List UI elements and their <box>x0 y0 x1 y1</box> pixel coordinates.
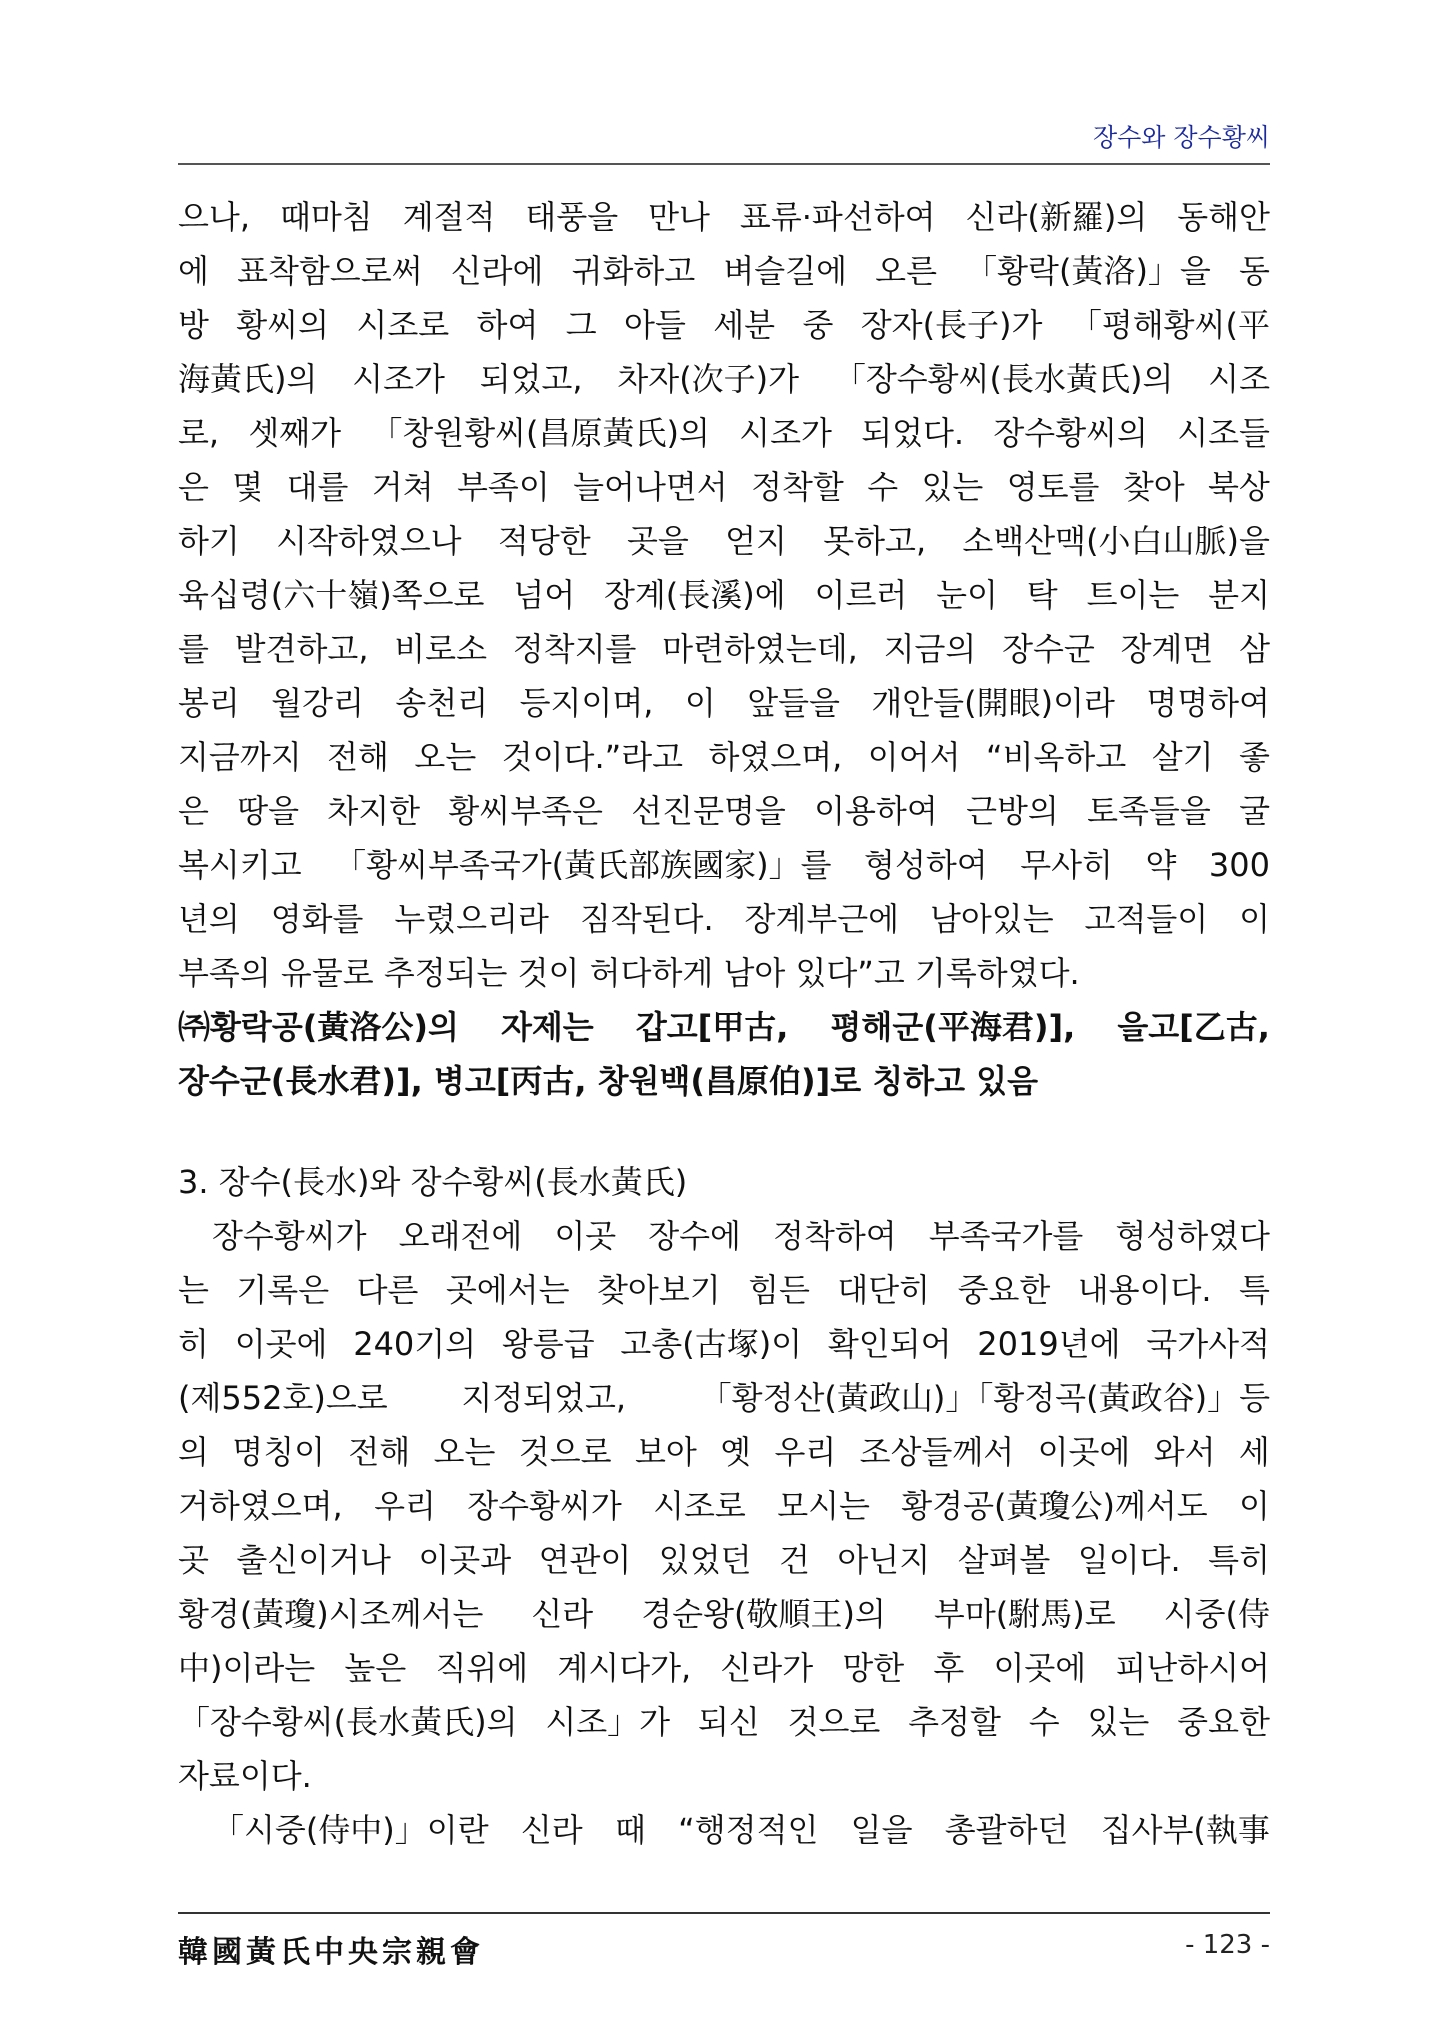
text-line: 거하였으며, 우리 장수황씨가 시조로 모시는 황경공(黃瓊公)께서도 이 <box>178 1487 1270 1525</box>
text-line: 은 몇 대를 거쳐 부족이 늘어나면서 정착할 수 있는 영토를 찾아 북상 <box>178 468 1270 506</box>
section-body <box>178 1209 1270 1857</box>
header-divider <box>178 163 1270 165</box>
text-line: 「시중(侍中)」이란 신라 때 “행정적인 일을 총괄하던 집사부(執事 <box>212 1811 1270 1849</box>
footer-divider <box>178 1912 1270 1914</box>
text-line: 자료이다. <box>178 1757 312 1795</box>
running-header-title: 장수와 장수황씨 <box>1093 123 1270 152</box>
text-line: 中)이라는 높은 직위에 계시다가, 신라가 망한 후 이곳에 피난하시어 <box>178 1649 1270 1687</box>
text-line: 육십령(六十嶺)쪽으로 넘어 장계(長溪)에 이르러 눈이 탁 트이는 분지 <box>178 576 1270 614</box>
text-line: 지금까지 전해 오는 것이다.”라고 하였으며, 이어서 “비옥하고 살기 좋 <box>178 738 1270 776</box>
paragraph-continuation <box>178 190 1270 1000</box>
text-line: 의 명칭이 전해 오는 것으로 보아 옛 우리 조상들께서 이곳에 와서 세 <box>178 1433 1270 1471</box>
text-line: 는 기록은 다른 곳에서는 찾아보기 힘든 대단히 중요한 내용이다. 특 <box>178 1271 1270 1309</box>
text-line: 하기 시작하였으나 적당한 곳을 얻지 못하고, 소백산맥(小白山脈)을 <box>178 522 1270 560</box>
section-spacer <box>178 1108 1270 1155</box>
text-line: 봉리 월강리 송천리 등지이며, 이 앞들을 개안들(開眼)이라 명명하여 <box>178 684 1270 722</box>
text-line: 장수황씨가 오래전에 이곳 장수에 정착하여 부족국가를 형성하였다 <box>212 1217 1270 1255</box>
page-number: - 123 - <box>1185 1930 1270 1960</box>
text-line: 부족의 유물로 추정되는 것이 허다하게 남아 있다”고 기록하였다. <box>178 954 1080 992</box>
text-line: 곳 출신이거나 이곳과 연관이 있었던 건 아닌지 살펴볼 일이다. 특히 <box>178 1541 1270 1579</box>
text-line: 로, 셋째가 「창원황씨(昌原黃氏)의 시조가 되었다. 장수황씨의 시조들 <box>178 414 1270 452</box>
note-line: 장수군(長水君)], 병고[丙古, 창원백(昌原伯)]로 칭하고 있음 <box>178 1062 1039 1100</box>
text-line: 「장수황씨(長水黃氏)의 시조」가 되신 것으로 추정할 수 있는 중요한 <box>178 1703 1270 1741</box>
text-line: 년의 영화를 누렸으리라 짐작된다. 장계부근에 남아있는 고적들이 이 <box>178 900 1270 938</box>
text-line: 복시키고 「황씨부족국가(黃氏部族國家)」를 형성하여 무사히 약 300 <box>178 846 1270 884</box>
text-line: 으나, 때마침 계절적 태풍을 만나 표류·파선하여 신라(新羅)의 동해안 <box>178 198 1270 236</box>
text-line: 은 땅을 차지한 황씨부족은 선진문명을 이용하여 근방의 토족들을 굴 <box>178 792 1270 830</box>
text-line: 황경(黃瓊)시조께서는 신라 경순왕(敬順王)의 부마(駙馬)로 시중(侍 <box>178 1595 1270 1633</box>
text-line: 방 황씨의 시조로 하여 그 아들 세분 중 장자(長子)가 「평해황씨(平 <box>178 306 1270 344</box>
text-line: 에 표착함으로써 신라에 귀화하고 벼슬길에 오른 「황락(黃洛)」을 동 <box>178 252 1270 290</box>
text-line: 海黃氏)의 시조가 되었고, 차자(次子)가 「장수황씨(長水黃氏)의 시조 <box>178 360 1270 398</box>
section-heading: 3. 장수(長水)와 장수황씨(長水黃氏) <box>178 1163 688 1201</box>
footnote-block <box>178 1000 1270 1108</box>
page-body <box>178 190 1270 1857</box>
text-line: (제552호)으로 지정되었고, 「황정산(黃政山)」「황정곡(黃政谷)」등 <box>178 1379 1270 1417</box>
text-line: 를 발견하고, 비로소 정착지를 마련하였는데, 지금의 장수군 장계면 삼 <box>178 630 1270 668</box>
note-line: ㈜황락공(黃洛公)의 자제는 갑고[甲古, 평해군(平海君)], 을고[乙古, <box>178 1008 1270 1046</box>
footer-organization: 韓國黃氏中央宗親會 <box>178 1935 484 1970</box>
text-line: 히 이곳에 240기의 왕릉급 고총(古塚)이 확인되어 2019년에 국가사적 <box>178 1325 1270 1363</box>
